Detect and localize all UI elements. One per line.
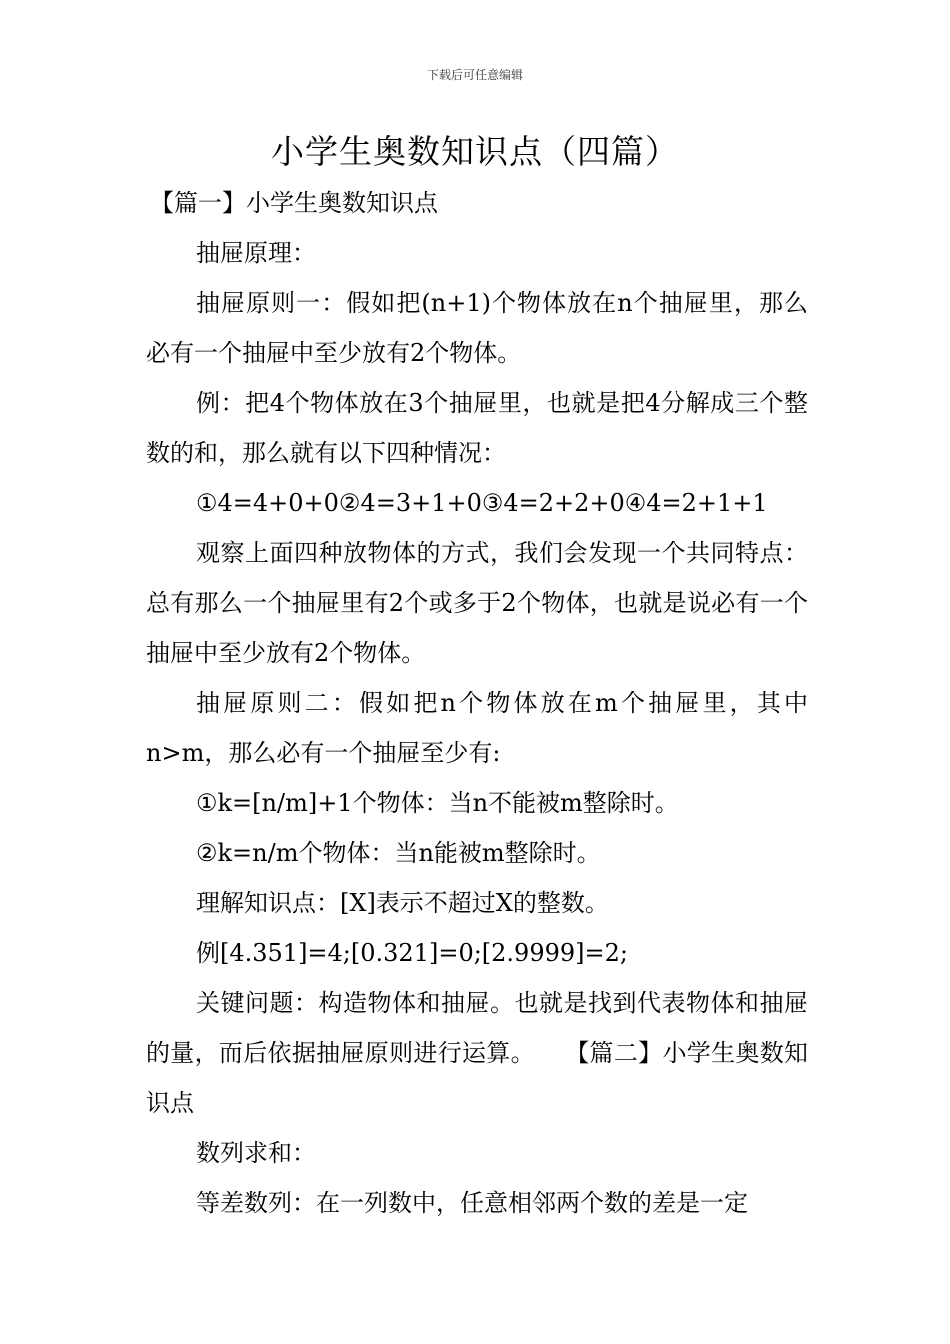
section-heading-2: 【篇二】小学生奥数知识点: [146, 1039, 808, 1117]
paragraph: 理解知识点：[X]表示不超过X的整数。: [196, 889, 609, 917]
document-title: 小学生奥数知识点（四篇）: [271, 132, 679, 171]
paragraph: [146, 978, 808, 1128]
paragraph: 等差数列：在一列数中，任意相邻两个数的差是一定: [196, 1189, 748, 1217]
paragraph: 例[4.351]=4;[0.321]=0;[2.9999]=2;: [196, 939, 628, 967]
paragraph: 抽屉原则二：假如把n个物体放在m个抽屉里，其中n>m，那么必有一个抽屉至少有:: [146, 689, 808, 767]
header-note: 下载后可任意编辑: [426, 68, 523, 82]
paragraph: 观察上面四种放物体的方式，我们会发现一个共同特点：总有那么一个抽屉里有2个或多于2个物体，也就是说必有一个抽屉中至少放有2个物体。: [146, 539, 808, 667]
paragraph: 数列求和：: [196, 1139, 316, 1167]
paragraph: ②k=n/m个物体：当n能被m整除时。: [196, 839, 601, 867]
paragraph: ①k=[n/m]+1个物体：当n不能被m整除时。: [196, 789, 679, 817]
paragraph-text: 关键问题：构造物体和抽屉。也就是找到代表物体和抽屉的量，而后依据抽屉原则进行运算。: [146, 989, 808, 1067]
document-body: [146, 178, 808, 1228]
paragraph: 抽屉原理：: [196, 239, 316, 267]
paragraph: 例：把4个物体放在3个抽屉里，也就是把4分解成三个整数的和，那么就有以下四种情况：: [146, 389, 808, 467]
paragraph: 抽屉原则一：假如把(n+1)个物体放在n个抽屉里，那么必有一个抽屉中至少放有2个物体。: [146, 289, 808, 367]
paragraph: ①4=4+0+0②4=3+1+0③4=2+2+0④4=2+1+1: [196, 489, 768, 517]
section-heading-1: 【篇一】小学生奥数知识点: [150, 189, 438, 217]
